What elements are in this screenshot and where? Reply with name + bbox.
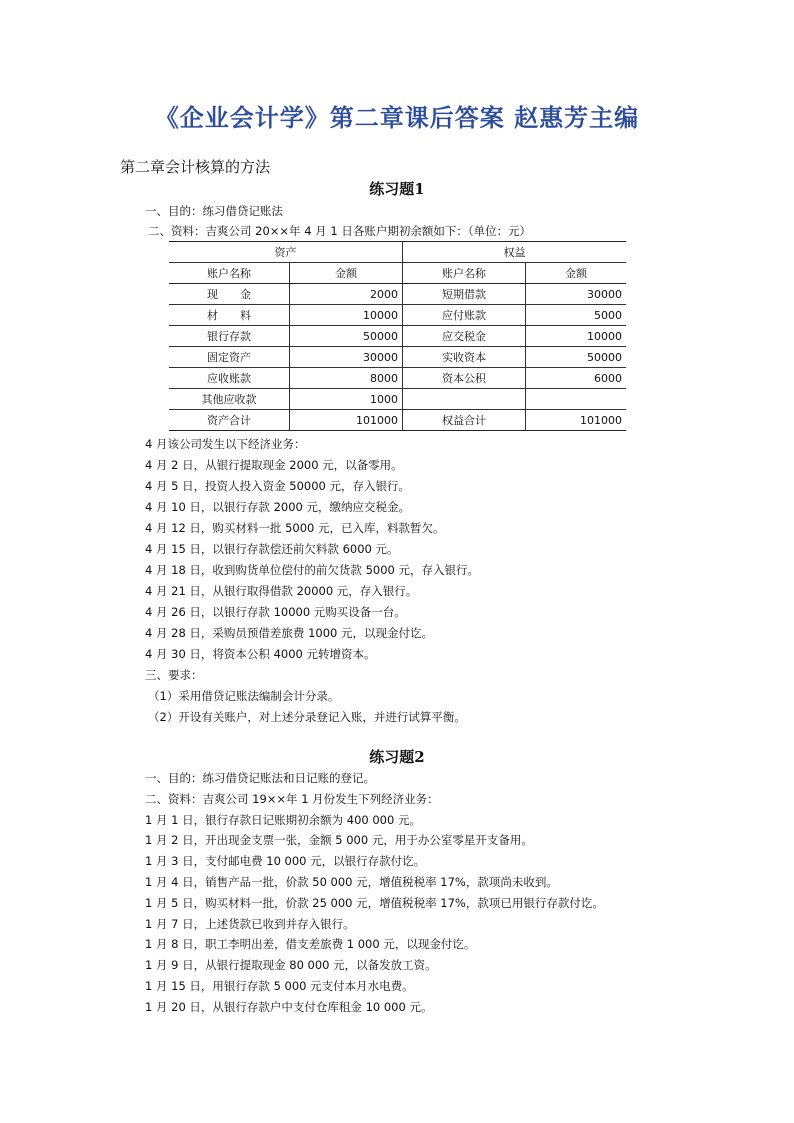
table-group-header-row xyxy=(169,242,626,263)
table-row xyxy=(169,284,626,305)
table-body xyxy=(169,284,626,431)
assets-group-header: 资产 xyxy=(169,242,403,263)
text-line: 三、要求： xyxy=(145,668,203,682)
text-line: 4 月 10 日，以银行存款 2000 元，缴纳应交税金。 xyxy=(145,500,410,514)
equity-group-header: 权益 xyxy=(403,242,627,263)
asset-account-cell: 其他应收款 xyxy=(169,389,290,410)
text-line: 一、目的：练习借贷记账法和日记账的登记。 xyxy=(145,771,375,785)
asset-amount-cell: 1000 xyxy=(290,389,403,410)
asset-amount-cell: 50000 xyxy=(290,326,403,347)
text-line: 1 月 8 日，职工李明出差，借支差旅费 1 000 元，以现金付讫。 xyxy=(145,937,476,952)
text-line: 1 月 5 日，购买材料一批，价款 25 000 元，增值税税率 17%，款项已用银行存款付讫。 xyxy=(145,895,604,910)
asset-amount-cell: 10000 xyxy=(290,305,403,326)
equity-amount-cell: 10000 xyxy=(526,326,627,347)
asset-amount-header: 金额 xyxy=(290,263,403,284)
asset-amount-cell: 101000 xyxy=(290,410,403,431)
text-line: （2）开设有关账户，对上述分录登记入账，并进行试算平衡。 xyxy=(148,710,466,724)
asset-account-header: 账户名称 xyxy=(169,263,290,284)
text-line: 1 月 1 日，银行存款日记账期初余额为 400 000 元。 xyxy=(145,812,421,827)
text-line: 1 月 7 日，上述货款已收到并存入银行。 xyxy=(145,916,355,931)
exercise-1-material: 二、资料：吉爽公司 20××年 4 月 1 日各账户期初余额如下：（单位：元） xyxy=(148,224,532,238)
text-line: 4 月 30 日，将资本公积 4000 元转增资本。 xyxy=(145,647,376,661)
text-line: （1）采用借贷记账法编制会计分录。 xyxy=(148,689,340,703)
asset-account-cell: 应收账款 xyxy=(169,368,290,389)
text-line: 二、资料：吉爽公司 19××年 1 月份发生下列经济业务： xyxy=(145,791,439,806)
text-line: 1 月 15 日，用银行存款 5 000 元支付本月水电费。 xyxy=(145,979,414,993)
equity-amount-cell xyxy=(526,389,627,410)
opening-balance-table xyxy=(169,241,626,431)
asset-account-cell: 银行存款 xyxy=(169,326,290,347)
table-row xyxy=(169,368,626,389)
text-line: 1 月 3 日，支付邮电费 10 000 元，以银行存款付讫。 xyxy=(145,854,426,869)
asset-amount-cell: 2000 xyxy=(290,284,403,305)
equity-account-cell: 实收资本 xyxy=(403,347,526,368)
table-row xyxy=(169,305,626,326)
equity-amount-cell: 5000 xyxy=(526,305,627,326)
equity-account-cell: 权益合计 xyxy=(403,410,526,431)
asset-amount-cell: 30000 xyxy=(290,347,403,368)
table-column-header-row xyxy=(169,263,626,284)
table-row xyxy=(169,389,626,410)
text-line: 4 月 12 日，购买材料一批 5000 元，已入库，料款暂欠。 xyxy=(145,521,445,535)
text-line: 4 月 18 日，收到购货单位偿付的前欠货款 5000 元，存入银行。 xyxy=(145,563,479,577)
equity-account-cell: 短期借款 xyxy=(403,284,526,305)
equity-amount-cell: 101000 xyxy=(526,410,627,431)
chapter-heading: 第二章会计核算的方法 xyxy=(120,158,271,176)
exercise-1-title: 练习题1 xyxy=(369,180,425,198)
equity-amount-header: 金额 xyxy=(526,263,627,284)
equity-account-cell: 应付账款 xyxy=(403,305,526,326)
text-line: 1 月 9 日，从银行提取现金 80 000 元，以备发放工资。 xyxy=(145,958,437,973)
exercise-1-purpose: 一、目的：练习借贷记账法 xyxy=(145,204,283,218)
text-line: 4 月 28 日，采购员预借差旅费 1000 元，以现金付讫。 xyxy=(145,626,433,640)
equity-amount-cell: 50000 xyxy=(526,347,627,368)
exercise-2-title: 练习题2 xyxy=(369,748,425,766)
equity-amount-cell: 30000 xyxy=(526,284,627,305)
asset-account-cell: 材 料 xyxy=(169,305,290,326)
text-line: 1 月 2 日，开出现金支票一张，金额 5 000 元，用于办公室零星开支备用。 xyxy=(145,833,533,848)
equity-account-cell xyxy=(403,389,526,410)
equity-account-cell: 资本公积 xyxy=(403,368,526,389)
table-row xyxy=(169,326,626,347)
equity-amount-cell: 6000 xyxy=(526,368,627,389)
document-title: 《企业会计学》第二章课后答案 赵惠芳主编 xyxy=(154,104,640,132)
text-line: 4 月 5 日，投资人投入资金 50000 元，存入银行。 xyxy=(145,479,410,493)
table-row xyxy=(169,410,626,431)
equity-account-cell: 应交税金 xyxy=(403,326,526,347)
asset-account-cell: 资产合计 xyxy=(169,410,290,431)
text-line: 4 月 26 日，以银行存款 10000 元购买设备一台。 xyxy=(145,605,406,619)
asset-amount-cell: 8000 xyxy=(290,368,403,389)
asset-account-cell: 固定资产 xyxy=(169,347,290,368)
table-row xyxy=(169,347,626,368)
equity-account-header: 账户名称 xyxy=(403,263,526,284)
text-line: 1 月 4 日，销售产品一批，价款 50 000 元，增值税税率 17%，款项尚未收到。 xyxy=(145,875,558,889)
text-line: 4 月 15 日，以银行存款偿还前欠料款 6000 元。 xyxy=(145,542,399,556)
text-line: 4 月 2 日，从银行提取现金 2000 元，以备零用。 xyxy=(145,458,403,472)
text-line: 4 月 21 日，从银行取得借款 20000 元，存入银行。 xyxy=(145,584,418,598)
text-line: 1 月 20 日，从银行存款户中支付仓库租金 10 000 元。 xyxy=(145,999,433,1014)
text-line: 4 月该公司发生以下经济业务： xyxy=(145,437,306,451)
asset-account-cell: 现 金 xyxy=(169,284,290,305)
